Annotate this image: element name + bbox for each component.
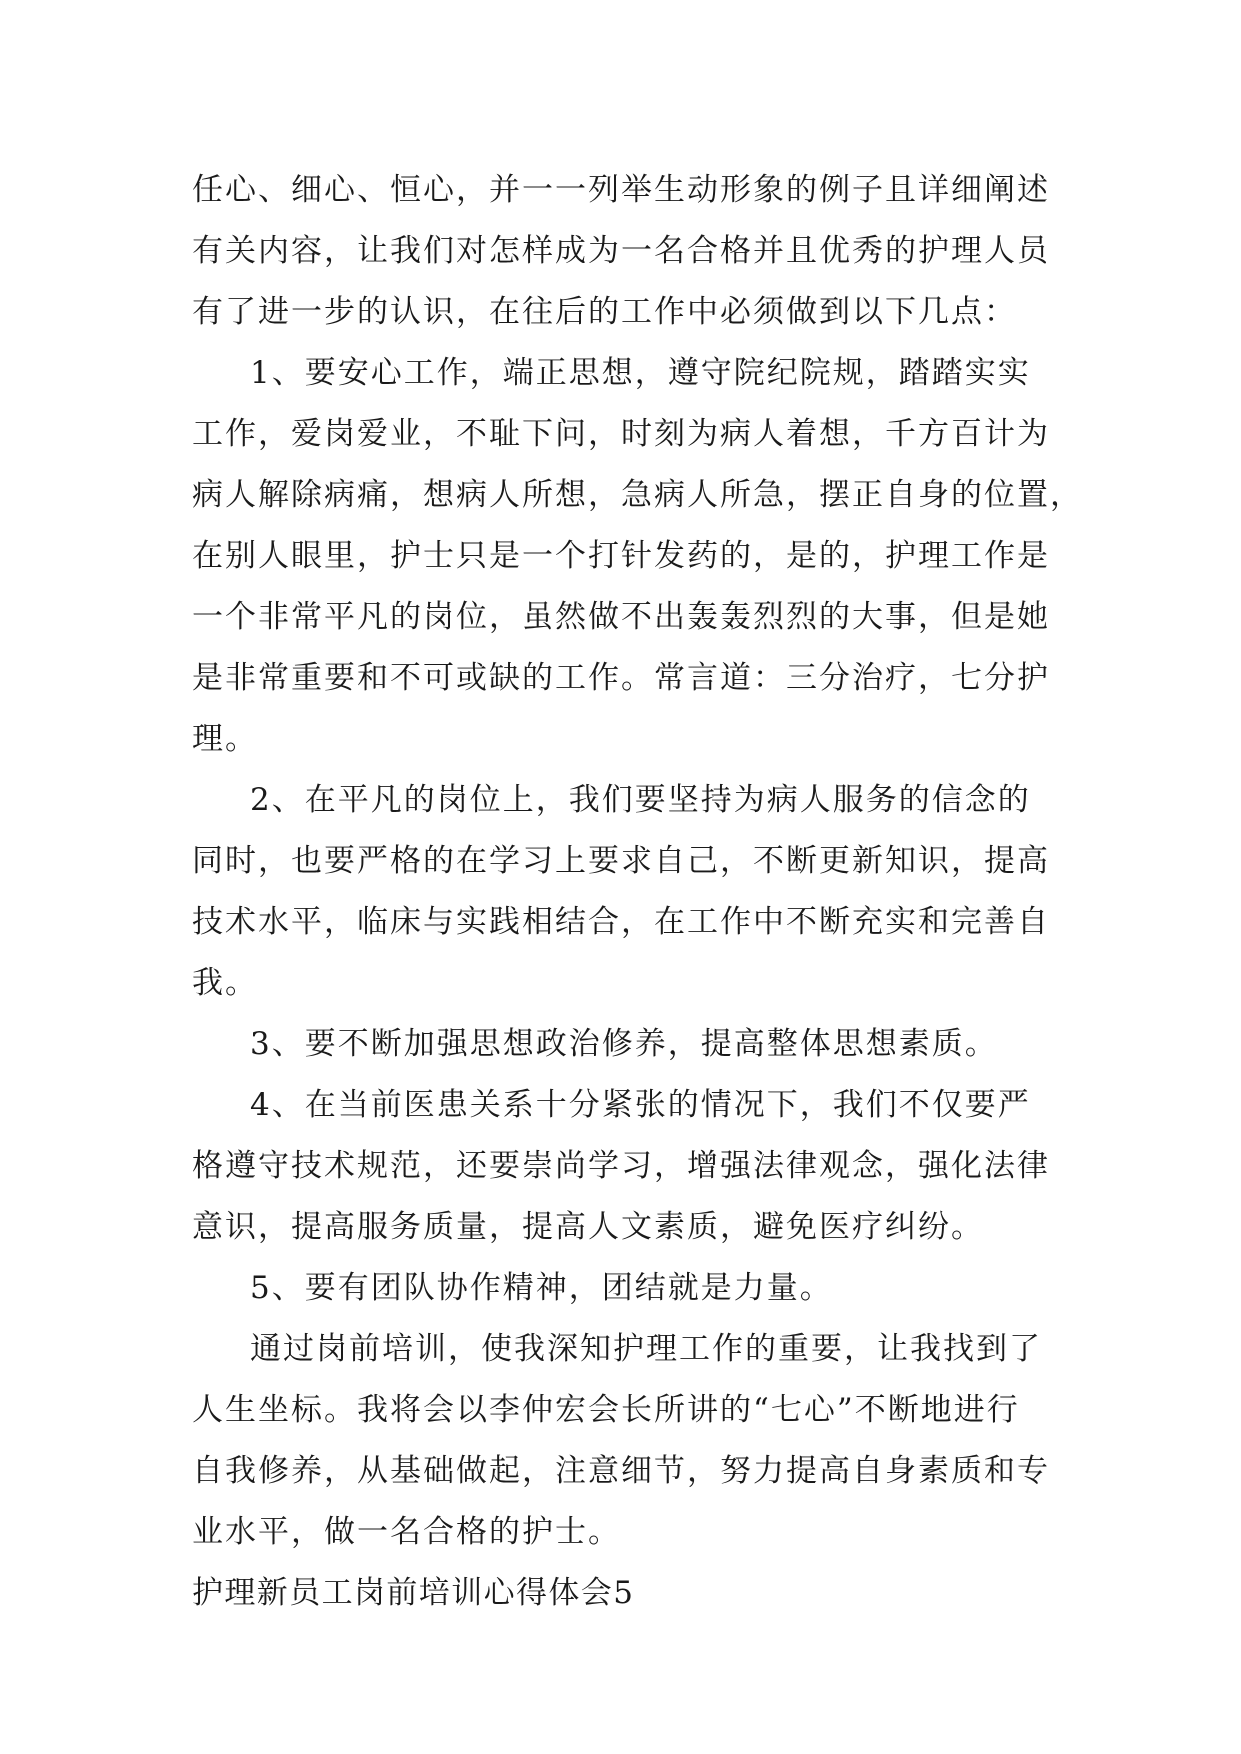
text-line: 4、在当前医患关系十分紧张的情况下，我们不仅要严 bbox=[250, 1087, 1031, 1123]
text-line: 病人解除病痛，想病人所想，急病人所急，摆正自身的位置， bbox=[192, 477, 1083, 513]
text-line: 技术水平，临床与实践相结合，在工作中不断充实和完善自 bbox=[192, 904, 1050, 940]
text-line: 2、在平凡的岗位上，我们要坚持为病人服务的信念的 bbox=[250, 782, 1031, 818]
document-body bbox=[192, 160, 1083, 1624]
text-line: 有了进一步的认识，在往后的工作中必须做到以下几点： bbox=[192, 294, 1017, 330]
text-line: 任心、细心、恒心，并一一列举生动形象的例子且详细阐述 bbox=[192, 172, 1050, 208]
text-line: 在别人眼里，护士只是一个打针发药的，是的，护理工作是 bbox=[192, 538, 1050, 574]
text-line: 同时，也要严格的在学习上要求自己，不断更新知识，提高 bbox=[192, 843, 1050, 879]
text-line: 意识，提高服务质量，提高人文素质，避免医疗纠纷。 bbox=[192, 1209, 984, 1245]
section-heading: 护理新员工岗前培训心得体会5 bbox=[192, 1575, 635, 1611]
text-line: 自我修养，从基础做起，注意细节，努力提高自身素质和专 bbox=[192, 1453, 1050, 1489]
text-line: 人生坐标。我将会以李仲宏会长所讲的“七心”不断地进行 bbox=[192, 1392, 1020, 1428]
text-line: 3、要不断加强思想政治修养，提高整体思想素质。 bbox=[250, 1026, 998, 1062]
text-line: 格遵守技术规范，还要崇尚学习，增强法律观念，强化法律 bbox=[192, 1148, 1050, 1184]
text-line: 5、要有团队协作精神，团结就是力量。 bbox=[250, 1270, 833, 1306]
text-line: 有关内容，让我们对怎样成为一名合格并且优秀的护理人员 bbox=[192, 233, 1050, 269]
text-line: 我。 bbox=[192, 965, 258, 1001]
text-line: 业水平，做一名合格的护士。 bbox=[192, 1514, 621, 1550]
text-line: 一个非常平凡的岗位，虽然做不出轰轰烈烈的大事，但是她 bbox=[192, 599, 1050, 635]
text-line: 理。 bbox=[192, 721, 258, 757]
text-line: 是非常重要和不可或缺的工作。常言道：三分治疗，七分护 bbox=[192, 660, 1050, 696]
text-line: 通过岗前培训，使我深知护理工作的重要，让我找到了 bbox=[250, 1331, 1042, 1367]
text-line: 工作，爱岗爱业，不耻下问，时刻为病人着想，千方百计为 bbox=[192, 416, 1050, 452]
text-line: 1、要安心工作，端正思想，遵守院纪院规，踏踏实实 bbox=[250, 355, 1031, 391]
